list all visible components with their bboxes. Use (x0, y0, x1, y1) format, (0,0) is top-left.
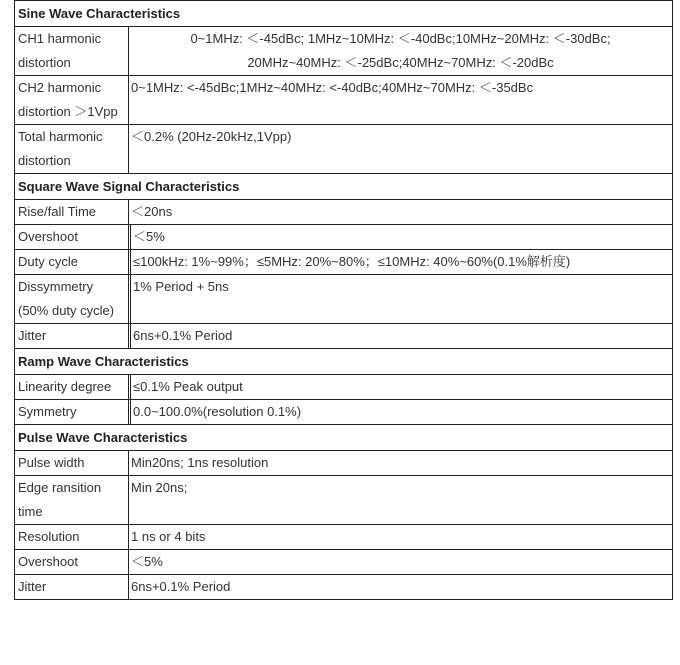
table-row (15, 27, 673, 76)
table-row (15, 550, 673, 575)
thd-value: ＜0.2% (20Hz-20kHz,1Vpp) (129, 125, 673, 174)
ch2-harmonic-value: 0~1MHz: <-45dBc;1MHz~40MHz: <-40dBc;40MHz~70MHz: ＜-35dBc (129, 76, 673, 125)
section-row-sine (15, 1, 673, 27)
section-row-square (15, 174, 673, 200)
specification-table (14, 0, 673, 600)
pulse-jitter-label: Jitter (15, 575, 129, 600)
dissymmetry-label: Dissymmetry (50% duty cycle) (15, 275, 129, 324)
linearity-label: Linearity degree (15, 375, 129, 400)
pulse-width-value: Min20ns; 1ns resolution (129, 451, 673, 476)
table-row (15, 400, 673, 425)
thd-label: Total harmonic distortion (15, 125, 129, 174)
ch1-harmonic-value-line2: 20MHz~40MHz: ＜-25dBc;40MHz~70MHz: ＜-20dBc (247, 55, 554, 70)
linearity-value: ≤0.1% Peak output (131, 375, 673, 400)
section-row-ramp (15, 349, 673, 375)
table-row (15, 575, 673, 600)
table-row (15, 76, 673, 125)
table-row (15, 451, 673, 476)
table-row (15, 250, 673, 275)
pulse-jitter-value: 6ns+0.1% Period (129, 575, 673, 600)
ch2-harmonic-label: CH2 harmonic distortion ＞1Vpp (15, 76, 129, 125)
rise-fall-value: ＜20ns (129, 200, 673, 225)
pulse-overshoot-value: ＜5% (129, 550, 673, 575)
section-title-sine: Sine Wave Characteristics (15, 1, 673, 27)
square-overshoot-label: Overshoot (15, 225, 129, 250)
symmetry-label: Symmetry (15, 400, 129, 425)
square-jitter-label: Jitter (15, 324, 129, 349)
symmetry-value: 0.0~100.0%(resolution 0.1%) (131, 400, 673, 425)
section-row-pulse (15, 425, 673, 451)
section-title-pulse: Pulse Wave Characteristics (15, 425, 673, 451)
table-row (15, 476, 673, 525)
pulse-overshoot-label: Overshoot (15, 550, 129, 575)
table-row (15, 525, 673, 550)
square-jitter-value: 6ns+0.1% Period (131, 324, 673, 349)
table-row (15, 125, 673, 174)
section-title-square: Square Wave Signal Characteristics (15, 174, 673, 200)
ch1-harmonic-label: CH1 harmonic distortion (15, 27, 129, 76)
table-row (15, 225, 673, 250)
pulse-width-label: Pulse width (15, 451, 129, 476)
resolution-value: 1 ns or 4 bits (129, 525, 673, 550)
resolution-label: Resolution (15, 525, 129, 550)
dissymmetry-value: 1% Period + 5ns (131, 275, 673, 324)
table-row (15, 324, 673, 349)
table-row (15, 275, 673, 324)
ch1-harmonic-value (129, 27, 673, 76)
section-title-ramp: Ramp Wave Characteristics (15, 349, 673, 375)
table-row (15, 375, 673, 400)
edge-transition-value: Min 20ns; (129, 476, 673, 525)
duty-cycle-label: Duty cycle (15, 250, 129, 275)
edge-transition-label: Edge ransition time (15, 476, 129, 525)
rise-fall-label: Rise/fall Time (15, 200, 129, 225)
duty-cycle-value: ≤100kHz: 1%~99%；≤5MHz: 20%~80%；≤10MHz: 40%~60%(0.1%解析度) (131, 250, 673, 275)
ch1-harmonic-value-line1: 0~1MHz: ＜-45dBc; 1MHz~10MHz: ＜-40dBc;10MHz~20MHz: ＜-30dBc; (190, 31, 611, 46)
table-row (15, 200, 673, 225)
square-overshoot-value: ＜5% (131, 225, 673, 250)
